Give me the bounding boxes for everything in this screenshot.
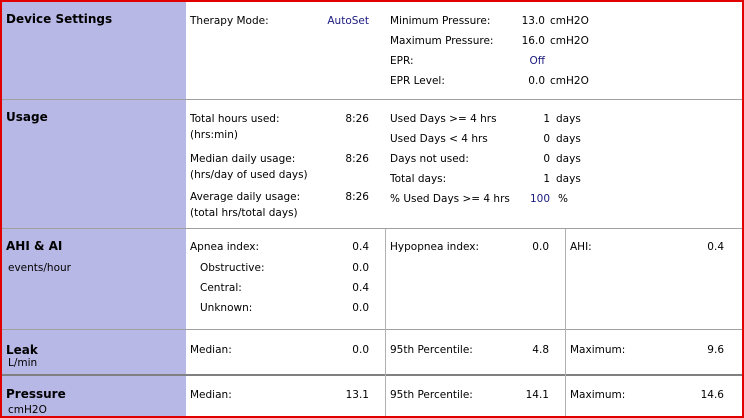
leak-median-value: 0.0 bbox=[352, 344, 369, 356]
days-lt4-label: Used Days < 4 hrs bbox=[390, 133, 488, 145]
leak-median-label: Median: bbox=[190, 344, 232, 356]
leak-p95-label: 95th Percentile: bbox=[390, 344, 473, 356]
epr-level-value: 0.0 bbox=[528, 75, 545, 87]
max-pressure-label: Maximum Pressure: bbox=[390, 35, 494, 47]
leak-title: Leak bbox=[6, 343, 38, 357]
min-pressure-unit: cmH2O bbox=[550, 15, 589, 27]
device-settings-header-cell bbox=[2, 2, 186, 99]
average-usage-label: Average daily usage: bbox=[190, 191, 301, 203]
median-usage-label: Median daily usage: bbox=[190, 153, 296, 165]
pressure-p95-value: 14.1 bbox=[525, 389, 549, 401]
pressure-median-label: Median: bbox=[190, 389, 232, 401]
pressure-median-value: 13.1 bbox=[345, 389, 369, 401]
obstructive-value: 0.0 bbox=[352, 262, 369, 274]
total-days-label: Total days: bbox=[390, 173, 447, 185]
average-usage-sublabel: (total hrs/total days) bbox=[190, 207, 298, 219]
median-usage-sublabel: (hrs/day of used days) bbox=[190, 169, 308, 181]
row-divider bbox=[2, 228, 744, 229]
pressure-title: Pressure bbox=[6, 387, 66, 401]
central-label: Central: bbox=[200, 282, 242, 294]
column-divider bbox=[385, 229, 386, 418]
usage-title: Usage bbox=[6, 110, 48, 124]
days-lt4-value: 0 bbox=[543, 133, 550, 145]
total-hours-sublabel: (hrs:min) bbox=[190, 129, 238, 141]
days-not-used-value: 0 bbox=[543, 153, 550, 165]
min-pressure-value: 13.0 bbox=[521, 15, 545, 27]
row-divider bbox=[2, 374, 744, 376]
ahi-value: 0.4 bbox=[707, 241, 724, 253]
pct-used-value: 100 bbox=[529, 193, 550, 205]
total-days-value: 1 bbox=[543, 173, 550, 185]
obstructive-label: Obstructive: bbox=[200, 262, 265, 274]
max-pressure-value: 16.0 bbox=[521, 35, 545, 47]
epr-level-label: EPR Level: bbox=[390, 75, 445, 87]
average-usage-value: 8:26 bbox=[345, 191, 369, 203]
pct-used-label: % Used Days >= 4 hrs bbox=[390, 193, 510, 205]
row-divider bbox=[2, 99, 744, 100]
days-ge4-value: 1 bbox=[543, 113, 550, 125]
days-not-used-unit: days bbox=[556, 153, 581, 165]
days-lt4-unit: days bbox=[556, 133, 581, 145]
max-pressure-unit: cmH2O bbox=[550, 35, 589, 47]
pressure-max-value: 14.6 bbox=[700, 389, 724, 401]
therapy-mode-label: Therapy Mode: bbox=[190, 15, 269, 27]
pct-used-unit: % bbox=[558, 193, 568, 205]
column-divider bbox=[565, 229, 566, 418]
row-divider bbox=[2, 329, 744, 330]
ahi-label: AHI: bbox=[570, 241, 592, 253]
epr-label: EPR: bbox=[390, 55, 414, 67]
days-ge4-unit: days bbox=[556, 113, 581, 125]
apnea-index-value: 0.4 bbox=[352, 241, 369, 253]
total-hours-value: 8:26 bbox=[345, 113, 369, 125]
min-pressure-label: Minimum Pressure: bbox=[390, 15, 491, 27]
hypopnea-index-label: Hypopnea index: bbox=[390, 241, 480, 253]
usage-header-cell bbox=[2, 100, 186, 228]
leak-p95-value: 4.8 bbox=[532, 344, 549, 356]
leak-max-label: Maximum: bbox=[570, 344, 626, 356]
total-days-unit: days bbox=[556, 173, 581, 185]
total-hours-label: Total hours used: bbox=[190, 113, 280, 125]
days-ge4-label: Used Days >= 4 hrs bbox=[390, 113, 497, 125]
unknown-value: 0.0 bbox=[352, 302, 369, 314]
device-settings-title: Device Settings bbox=[6, 12, 113, 26]
leak-max-value: 9.6 bbox=[707, 344, 724, 356]
ahi-header-cell bbox=[2, 229, 186, 329]
apnea-index-label: Apnea index: bbox=[190, 241, 259, 253]
leak-unit: L/min bbox=[8, 357, 38, 369]
leak-header-cell bbox=[2, 330, 186, 374]
days-not-used-label: Days not used: bbox=[390, 153, 469, 165]
pressure-max-label: Maximum: bbox=[570, 389, 626, 401]
pressure-header-cell bbox=[2, 375, 186, 418]
therapy-mode-value: AutoSet bbox=[327, 15, 369, 27]
epr-value: Off bbox=[529, 55, 545, 67]
pressure-unit: cmH2O bbox=[8, 404, 47, 416]
ahi-title: AHI & AI bbox=[6, 239, 63, 253]
ahi-unit: events/hour bbox=[8, 262, 71, 274]
unknown-label: Unknown: bbox=[200, 302, 253, 314]
pressure-p95-label: 95th Percentile: bbox=[390, 389, 473, 401]
median-usage-value: 8:26 bbox=[345, 153, 369, 165]
epr-level-unit: cmH2O bbox=[550, 75, 589, 87]
central-value: 0.4 bbox=[352, 282, 369, 294]
hypopnea-index-value: 0.0 bbox=[532, 241, 549, 253]
